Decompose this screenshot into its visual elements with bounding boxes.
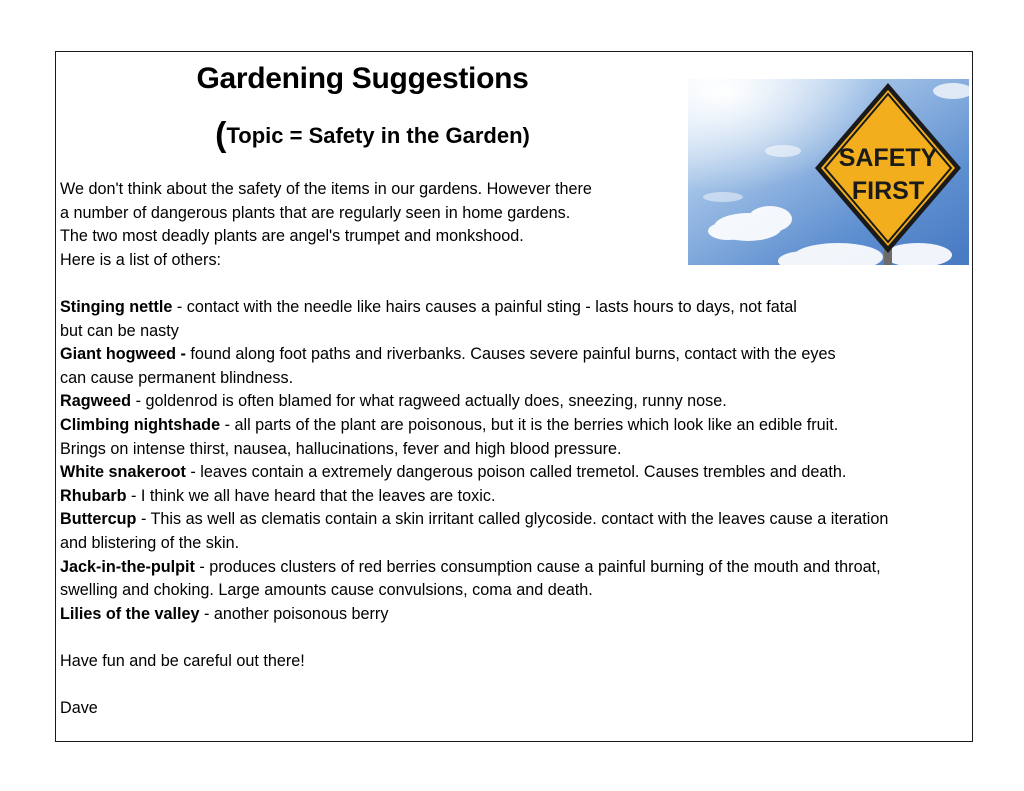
plant-entry-white-snakeroot bbox=[60, 461, 965, 485]
subtitle-open-paren: ( bbox=[215, 116, 227, 154]
plant-name: Ragweed bbox=[60, 392, 132, 411]
plant-description: - another poisonous berry bbox=[199, 604, 389, 623]
plant-description-continued: but can be nasty bbox=[60, 321, 179, 340]
signature: Dave bbox=[60, 699, 98, 718]
plant-description-continued: can cause permanent blindness. bbox=[60, 368, 294, 387]
spacer bbox=[60, 272, 965, 296]
plant-entry-lilies-of-the-valley bbox=[60, 603, 965, 627]
plant-description: - all parts of the plant are poisonous, but it is the berries which look like an edible fruit. bbox=[220, 415, 839, 434]
intro-line: The two most deadly plants are angel's trumpet and monkshood. bbox=[60, 227, 524, 246]
closing-line: Have fun and be careful out there! bbox=[60, 651, 305, 670]
plant-name: Rhubarb bbox=[60, 486, 127, 505]
plant-name: Lilies of the valley bbox=[60, 604, 200, 623]
plant-entry-rhubarb bbox=[60, 485, 965, 509]
plant-name: Stinging nettle bbox=[60, 297, 173, 316]
plant-description: - This as well as clematis contain a skin irritant called glycoside. contact with the leaves cause a iteration bbox=[136, 510, 889, 529]
sign-line2: FIRST bbox=[851, 177, 925, 205]
plant-entry-giant-hogweed bbox=[60, 343, 965, 367]
plant-description-continued: and blistering of the skin. bbox=[60, 533, 240, 552]
document-title: Gardening Suggestions bbox=[196, 62, 529, 95]
plant-entry-stinging-nettle bbox=[60, 296, 965, 320]
intro-line: a number of dangerous plants that are regularly seen in home gardens. bbox=[60, 203, 571, 222]
plant-entry-buttercup bbox=[60, 508, 965, 532]
plant-name: Climbing nightshade bbox=[60, 415, 221, 434]
spacer bbox=[60, 626, 965, 650]
plant-name: Buttercup bbox=[60, 510, 137, 529]
intro-line: We don't think about the safety of the items in our gardens. However there bbox=[60, 180, 592, 198]
plant-description-continued: swelling and choking. Large amounts cause convulsions, coma and death. bbox=[60, 581, 593, 600]
plant-description: - I think we all have heard that the leaves are toxic. bbox=[126, 486, 496, 505]
sign-line1: SAFETY bbox=[838, 144, 938, 172]
plant-description-continued: Brings on intense thirst, nausea, hallucinations, fever and high blood pressure. bbox=[60, 439, 622, 458]
plant-name: Giant hogweed - bbox=[60, 345, 186, 364]
subtitle-text: Topic = Safety in the Garden) bbox=[226, 123, 530, 148]
spacer bbox=[60, 673, 965, 697]
plant-entry-jack-in-the-pulpit bbox=[60, 556, 965, 580]
intro-line: Here is a list of others: bbox=[60, 250, 222, 269]
plant-description: - leaves contain a extremely dangerous poison called tremetol. Causes trembles and death. bbox=[185, 463, 847, 482]
plant-description: - contact with the needle like hairs causes a painful sting - lasts hours to days, not fatal bbox=[172, 297, 797, 316]
plant-name: Jack-in-the-pulpit bbox=[60, 557, 195, 576]
plant-name: White snakeroot bbox=[60, 463, 186, 482]
plant-description: - produces clusters of red berries consumption cause a painful burning of the mouth and throat, bbox=[194, 557, 881, 576]
plant-description: - goldenrod is often blamed for what ragweed actually does, sneezing, runny nose. bbox=[131, 392, 727, 411]
plant-entry-climbing-nightshade bbox=[60, 414, 965, 438]
plant-entry-ragweed bbox=[60, 390, 965, 414]
document-subtitle bbox=[150, 115, 595, 156]
plant-description: found along foot paths and riverbanks. Causes severe painful burns, contact with the eyes bbox=[185, 345, 836, 364]
body-text bbox=[60, 178, 965, 721]
